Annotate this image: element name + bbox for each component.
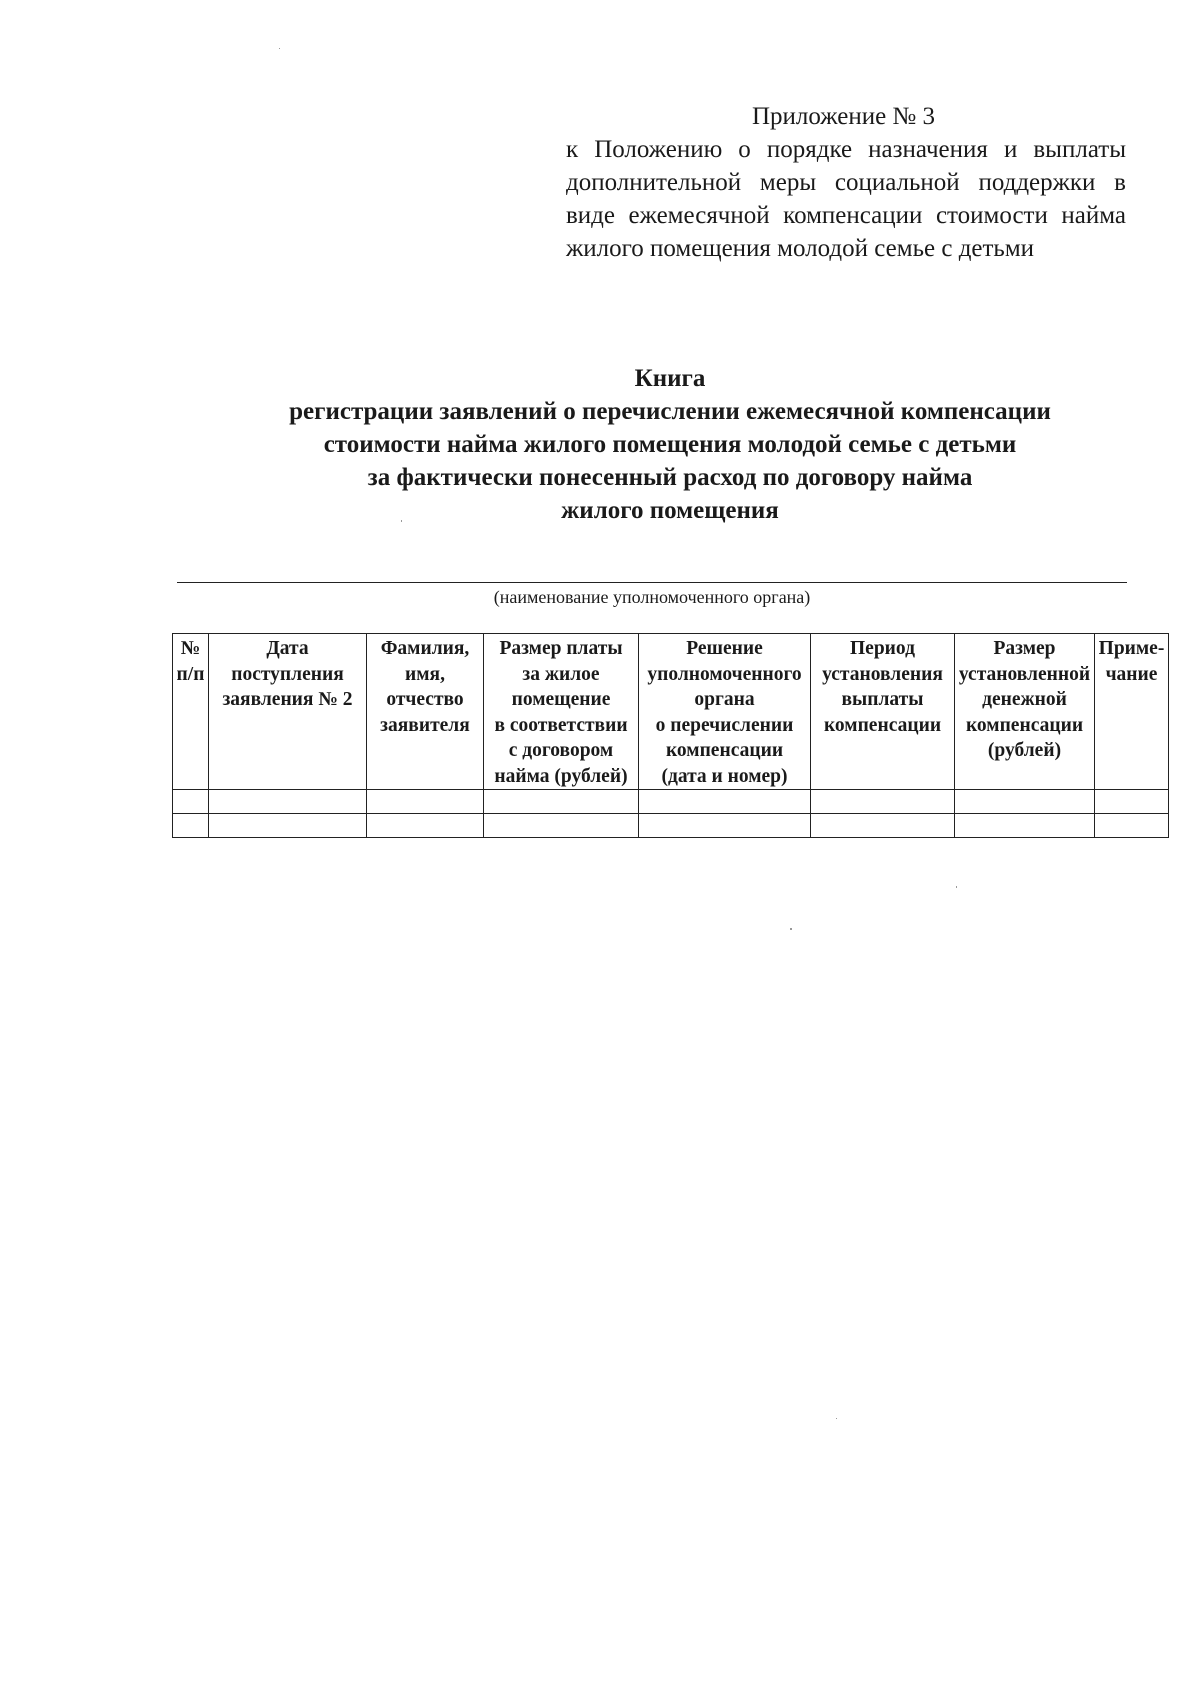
column-header-compensation-amount: Размер установленной денежной компенсации (рублей) — [955, 634, 1095, 790]
table-cell — [367, 814, 484, 838]
table-cell — [367, 790, 484, 814]
book-title-line: регистрации заявлений о перечислении ежемесячной компенсации — [289, 398, 1051, 425]
scan-speck — [836, 1418, 837, 1419]
scan-speck — [279, 48, 280, 49]
appendix-title: Приложение № 3 — [752, 103, 936, 130]
table-cell — [173, 790, 209, 814]
organization-caption: (наименование уполномоченного органа) — [493, 587, 811, 607]
table-cell — [1095, 790, 1169, 814]
table-cell — [209, 790, 367, 814]
scan-speck — [790, 928, 792, 930]
table-cell — [639, 814, 811, 838]
table-cell — [955, 814, 1095, 838]
table-cell — [639, 790, 811, 814]
table-cell — [209, 814, 367, 838]
book-title-line: Книга — [634, 365, 706, 392]
organization-name-line — [177, 582, 1127, 583]
table-row — [173, 790, 1169, 814]
book-title — [170, 362, 1170, 527]
column-header-rent-amount: Размер платы за жилое помещение в соответствии с договором найма (рублей) — [484, 634, 639, 790]
column-header-decision: Решение уполномоченного органа о перечислении компенсации (дата и номер) — [639, 634, 811, 790]
table-cell — [811, 814, 955, 838]
column-header-applicant-name: Фамилия, имя, отчество заявителя — [367, 634, 484, 790]
column-header-period: Период установления выплаты компенсации — [811, 634, 955, 790]
table-cell — [484, 790, 639, 814]
appendix-block — [566, 100, 1126, 265]
table-cell — [811, 790, 955, 814]
table-cell — [955, 790, 1095, 814]
column-header-number: № п/п — [173, 634, 209, 790]
scan-speck — [401, 520, 402, 522]
book-title-line: стоимости найма жилого помещения молодой семье с детьми — [323, 431, 1017, 458]
appendix-description: к Положению о порядке назначения и выплаты дополнительной меры социальной поддержки в виде ежемесячной компенсации стоимости найма жилого помещения молодой семье с детьми — [566, 136, 1126, 262]
table-cell — [173, 814, 209, 838]
table-row — [173, 814, 1169, 838]
column-header-note: Приме- чание — [1095, 634, 1169, 790]
table-cell — [484, 814, 639, 838]
scan-speck — [956, 886, 957, 888]
registration-table — [172, 633, 1169, 838]
book-title-line: жилого помещения — [561, 497, 779, 524]
column-header-date-received: Дата поступления заявления № 2 — [209, 634, 367, 790]
table-cell — [1095, 814, 1169, 838]
table-header-row — [173, 634, 1169, 790]
book-title-line: за фактически понесенный расход по договору найма — [367, 464, 973, 491]
